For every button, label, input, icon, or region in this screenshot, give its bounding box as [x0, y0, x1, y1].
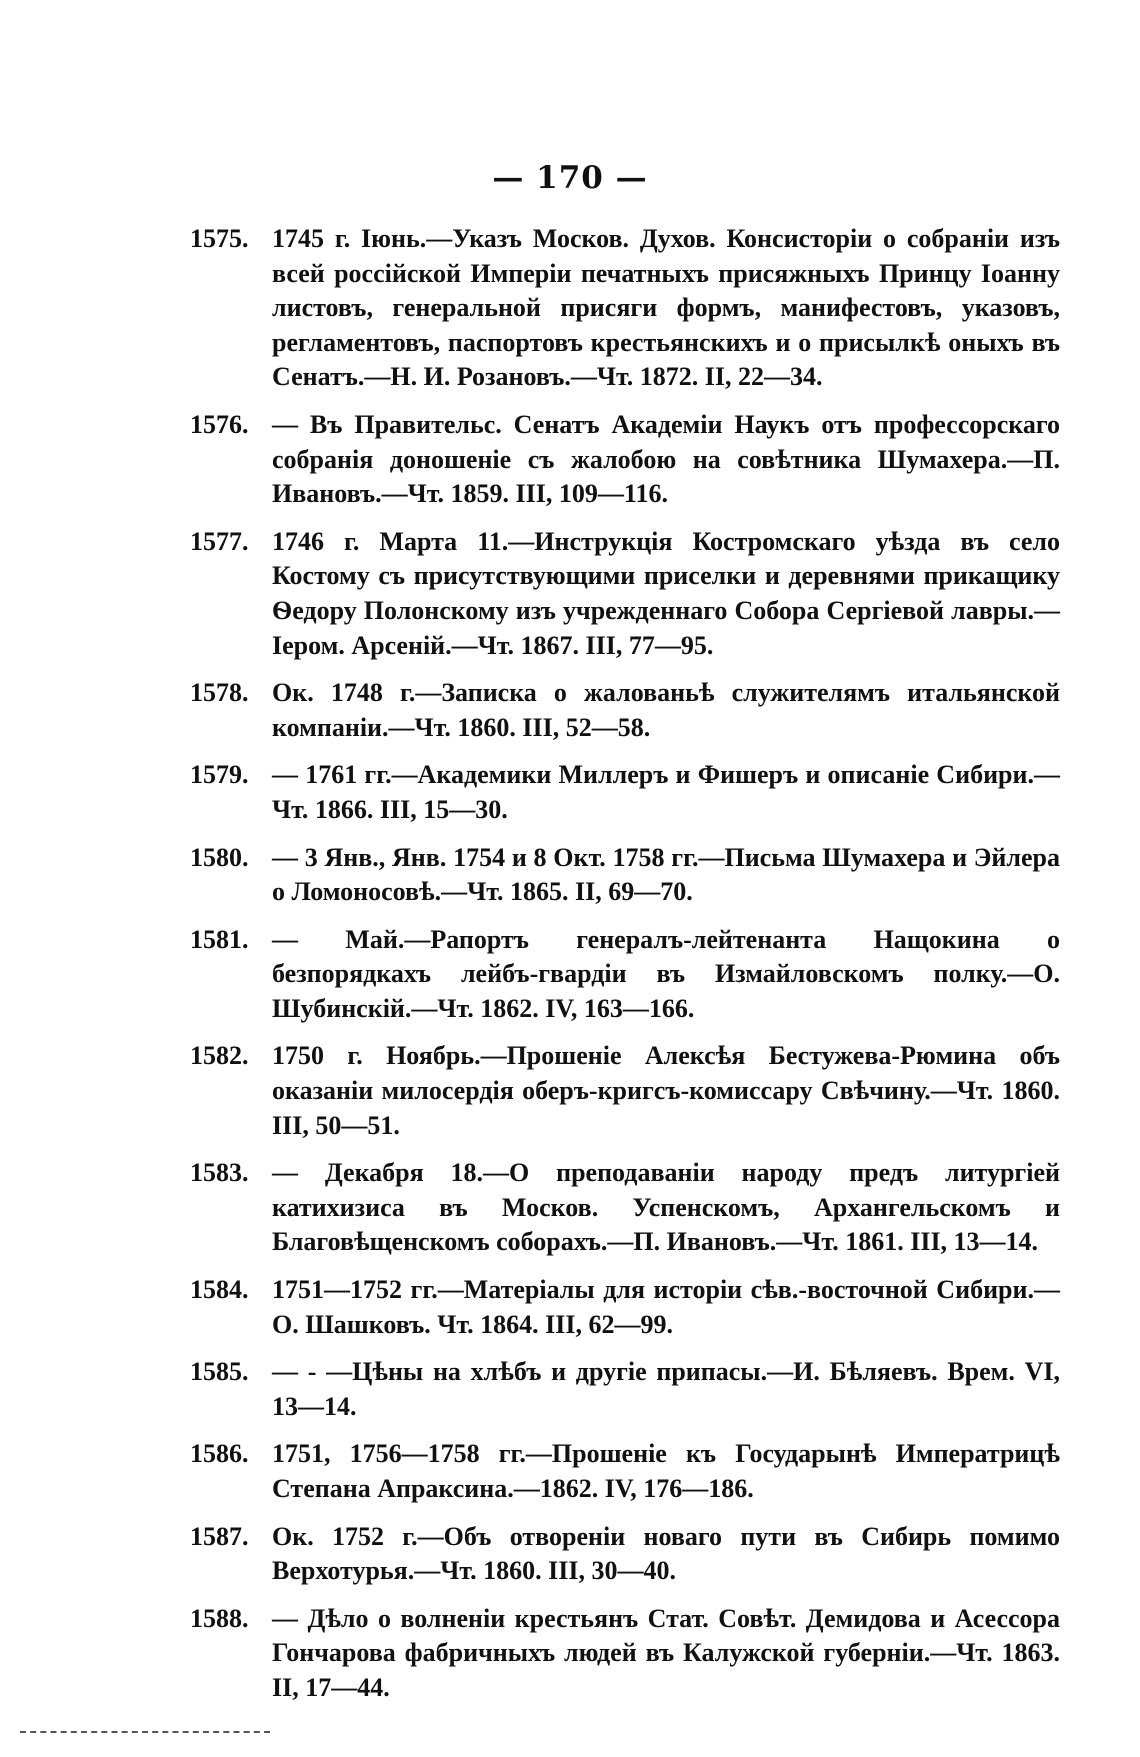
- entry-text: — 1761 гг.—Академики Миллеръ и Фишеръ и описаніе Сибири.—Чт. 1866. III, 15—30.: [272, 760, 1060, 824]
- entry-number: 1584.: [190, 1275, 249, 1305]
- list-item: [190, 1273, 1060, 1342]
- entry-number: 1585.: [190, 1357, 249, 1387]
- entry-list: [190, 222, 1060, 1719]
- list-item: [190, 1039, 1060, 1143]
- entry-text: 1751—1752 гг.—Матеріалы для исторіи сѣв.-восточной Сибири.—О. Шашковъ. Чт. 1864. III, 62—99.: [272, 1275, 1060, 1339]
- entry-number: 1577.: [190, 526, 249, 556]
- entry-number: 1582.: [190, 1041, 249, 1071]
- list-item: [190, 1520, 1060, 1589]
- entry-text: 1746 г. Марта 11.—Инструкція Костромскаго уѣзда въ село Костому съ присутствующими приселки и деревнями прикащику Ѳедору Полонскому изъ учрежденнаго Собора Сергіевой лавры.—Іером. Арсеній.—Чт. 1867. III, 77—95.: [272, 526, 1060, 660]
- entry-text: 1750 г. Ноябрь.—Прошеніе Алексѣя Бестужева-Рюмина объ оказаніи милосердія оберъ-кригсъ-комиссару Свѣчину.—Чт. 1860. III, 50—51.: [272, 1041, 1060, 1140]
- list-item: [190, 923, 1060, 1027]
- entry-number: 1575.: [190, 224, 249, 253]
- entry-text: — Декабря 18.—О преподаваніи народу предъ литургіей катихизиса въ Москов. Успенскомъ, Архангельскомъ и Благовѣщенскомъ соборахъ.—П. Ивановъ.—Чт. 1861. III, 13—14.: [272, 1158, 1060, 1257]
- entry-text: — Въ Правительс. Сенатъ Академіи Наукъ отъ профессорскаго собранія доношеніе съ жалобою на совѣтника Шумахера.—П. Ивановъ.—Чт. 1859. III, 109—116.: [272, 409, 1060, 509]
- list-item: [190, 1437, 1060, 1506]
- entry-number: 1579.: [190, 760, 249, 790]
- list-item: [190, 1156, 1060, 1260]
- list-item: [190, 841, 1060, 910]
- entry-text: Ок. 1748 г.—Записка о жалованьѣ служителямъ итальянской компаніи.—Чт. 1860. III, 52—58.: [272, 678, 1060, 742]
- entry-text: 1751, 1756—1758 гг.—Прошеніе къ Государынѣ Императрицѣ Степана Апраксина.—1862. IV, 176—186.: [272, 1439, 1060, 1503]
- entry-number: 1588.: [190, 1603, 249, 1633]
- entry-number: 1587.: [190, 1521, 249, 1551]
- entry-number: 1578.: [190, 678, 249, 708]
- entry-text: — 3 Янв., Янв. 1754 и 8 Окт. 1758 гг.—Письма Шумахера и Эйлера о Ломоносовѣ.—Чт. 1865. II, 69—70.: [272, 842, 1060, 907]
- entry-number: 1576.: [190, 409, 249, 439]
- entry-number: 1581.: [190, 924, 249, 954]
- entry-text: 1745 г. Іюнь.—Указъ Москов. Духов. Консисторіи о собраніи изъ всей россійской Имперіи печатныхъ присяжныхъ Принцу Іоанну листовъ, генеральной присяги формъ, манифестовъ, указовъ, регламентовъ, паспортовъ крестьянскихъ и о присылкѣ оныхъ въ Сенатъ.—Н. И. Розановъ.—Чт. 1872. II, 22—34.: [272, 224, 1060, 392]
- entry-number: 1583.: [190, 1158, 249, 1188]
- entry-text: — Дѣло о волненіи крестьянъ Стат. Совѣт. Демидова и Асессора Гончарова фабричныхъ людей въ Калужской губерніи.—Чт. 1863. II, 17—44.: [272, 1603, 1060, 1702]
- scan-edge-marks: [20, 1731, 270, 1739]
- entry-text: — Май.—Рапортъ генералъ-лейтенанта Нащокина о безпорядкахъ лейбъ-гвардіи въ Измайловскомъ полку.—О. Шубинскій.—Чт. 1862. IV, 163—166.: [272, 924, 1060, 1023]
- list-item: [190, 676, 1060, 745]
- list-item: [190, 1355, 1060, 1424]
- entry-text: Ок. 1752 г.—Объ отвореніи новаго пути въ Сибирь помимо Верхотурья.—Чт. 1860. III, 30—40.: [272, 1521, 1060, 1586]
- entry-number: 1580.: [190, 842, 249, 872]
- entry-text: — - —Цѣны на хлѣбъ и другіе припасы.—И. Бѣляевъ. Врем. VI, 13—14.: [272, 1357, 1060, 1421]
- list-item: [190, 1602, 1060, 1706]
- page-number: — 170 —: [492, 160, 648, 196]
- list-item: [190, 525, 1060, 663]
- list-item: [190, 222, 1060, 395]
- list-item: [190, 758, 1060, 827]
- entry-number: 1586.: [190, 1439, 249, 1469]
- list-item: [190, 408, 1060, 512]
